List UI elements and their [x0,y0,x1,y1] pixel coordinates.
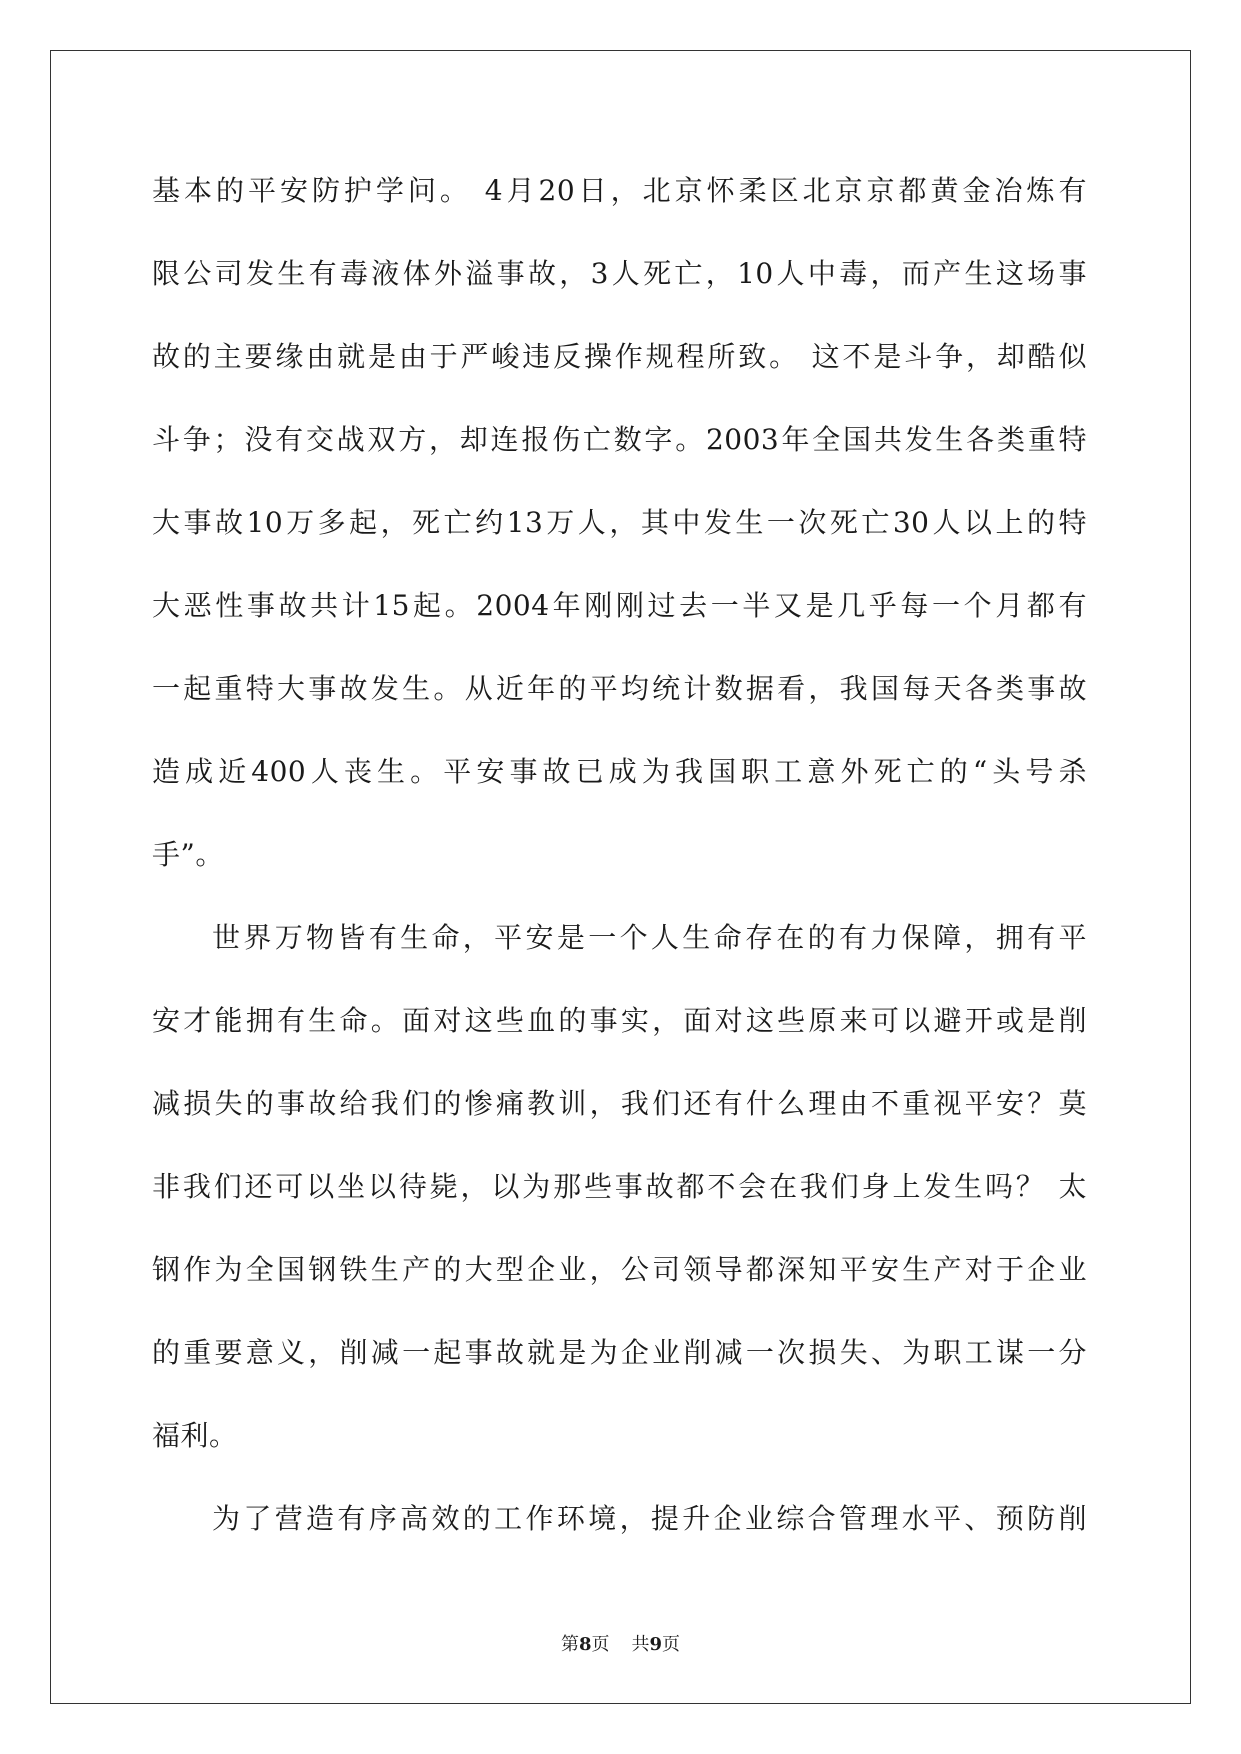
text-line: 减损失的事故给我们的惨痛教训，我们还有什么理由不重视平安？莫 [152,1087,1087,1120]
text-line: 安才能拥有生命。面对这些血的事实，面对这些原来可以避开或是削 [152,1004,1087,1037]
footer-suffix: 页 [591,1634,610,1655]
text-line: 的重要意义，削减一起事故就是为企业削减一次损失、为职工谋一分 [152,1336,1087,1369]
text-line: 手”。 [152,838,224,871]
text-line: 造成近400人丧生。平安事故已成为我国职工意外死亡的“头号杀 [152,755,1087,788]
text-line: 非我们还可以坐以待毙，以为那些事故都不会在我们身上发生吗？ 太 [152,1170,1087,1203]
page-number: 8 [578,1634,592,1655]
text-line: 基本的平安防护学问。 4月20日，北京怀柔区北京京都黄金冶炼有 [152,174,1087,207]
text-line: 钢作为全国钢铁生产的大型企业，公司领导都深知平安生产对于企业 [152,1253,1087,1286]
total-pages: 9 [649,1634,663,1655]
page-footer [0,1630,1241,1656]
footer-total-prefix: 共 [631,1634,650,1655]
footer-total-suffix: 页 [662,1634,681,1655]
text-line: 斗争；没有交战双方，却连报伤亡数字。2003年全国共发生各类重特 [152,423,1087,456]
text-line: 大事故10万多起，死亡约13万人，其中发生一次死亡30人以上的特 [152,506,1087,539]
document-body [152,168,1087,1579]
text-line: 限公司发生有毒液体外溢事故，3人死亡，10人中毒，而产生这场事 [152,257,1087,290]
text-line: 故的主要缘由就是由于严峻违反操作规程所致。 这不是斗争，却酷似 [152,340,1087,373]
text-line: 为了营造有序高效的工作环境，提升企业综合管理水平、预防削 [212,1502,1087,1535]
text-line: 福利。 [152,1419,238,1452]
text-line: 世界万物皆有生命，平安是一个人生命存在的有力保障，拥有平 [212,921,1087,954]
text-line: 大恶性事故共计15起。2004年刚刚过去一半又是几乎每一个月都有 [152,589,1087,622]
footer-prefix: 第 [560,1634,579,1655]
text-line: 一起重特大事故发生。从近年的平均统计数据看，我国每天各类事故 [152,672,1087,705]
